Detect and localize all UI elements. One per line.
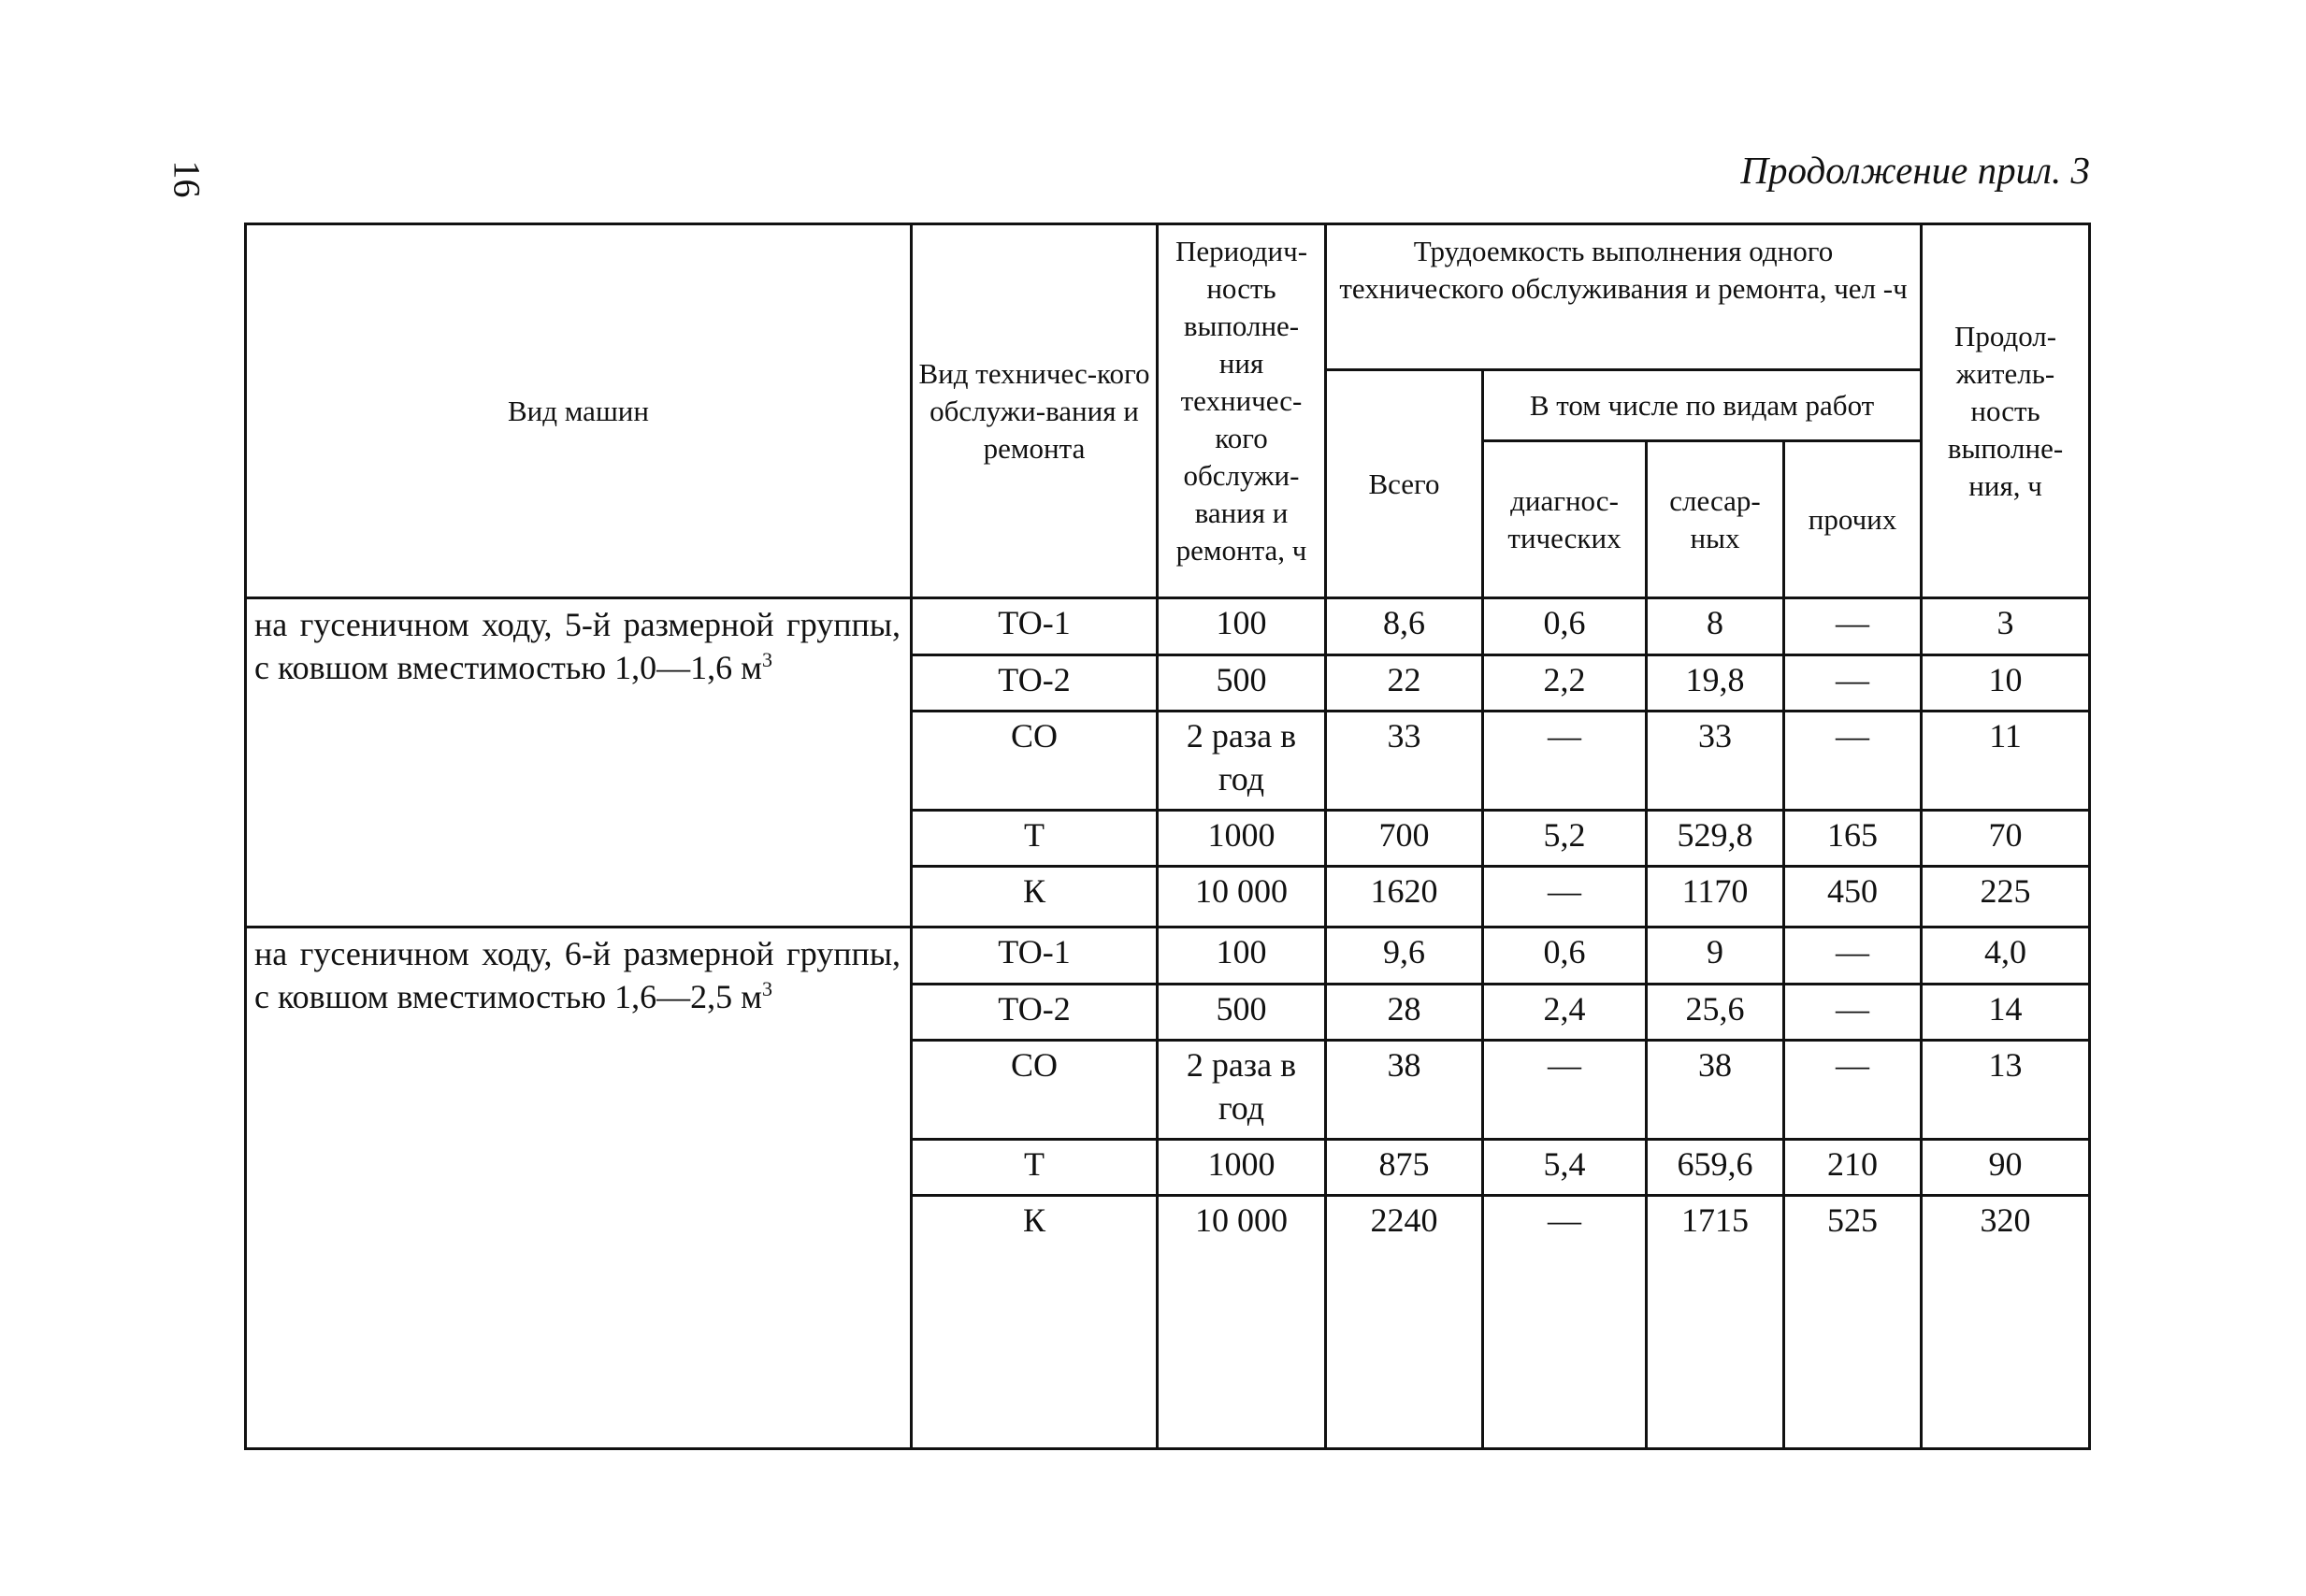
- cell-duration: 14: [1922, 985, 2090, 1041]
- cell-period: 2 раза в год: [1158, 1041, 1326, 1140]
- cell-duration: 4,0: [1922, 927, 2090, 985]
- cell-total: 2240: [1326, 1196, 1483, 1252]
- cell-service: Т: [912, 1140, 1158, 1196]
- cell-period: 100: [1158, 927, 1326, 985]
- header-diagnostic: диагнос-тических: [1483, 441, 1647, 598]
- filler-cell: [1326, 1252, 1483, 1449]
- cell-locksmith: 25,6: [1647, 985, 1784, 1041]
- cell-diag: —: [1483, 1041, 1647, 1140]
- cell-service: СО: [912, 712, 1158, 811]
- cell-total: 700: [1326, 811, 1483, 867]
- cell-service: ТО-1: [912, 598, 1158, 655]
- cell-period: 1000: [1158, 811, 1326, 867]
- filler-cell: [1922, 1252, 2090, 1449]
- cell-duration: 3: [1922, 598, 2090, 655]
- cell-total: 1620: [1326, 867, 1483, 927]
- cell-locksmith: 1170: [1647, 867, 1784, 927]
- cell-diag: —: [1483, 1196, 1647, 1252]
- cell-service: К: [912, 867, 1158, 927]
- maintenance-table: [244, 223, 2091, 1450]
- cell-locksmith: 1715: [1647, 1196, 1784, 1252]
- cell-total: 33: [1326, 712, 1483, 811]
- header-labor-intensity: Трудоемкость выполнения одного технического обслуживания и ремонта, чел -ч: [1326, 224, 1922, 370]
- cell-period: 500: [1158, 985, 1326, 1041]
- header-other: прочих: [1784, 441, 1922, 598]
- cell-diag: 0,6: [1483, 927, 1647, 985]
- cell-total: 9,6: [1326, 927, 1483, 985]
- machine-description: на гусеничном ходу, 5-й размерной группы, с ковшом вместимостью 1,0—1,6 $м^3$: [246, 598, 912, 927]
- cell-other: 450: [1784, 867, 1922, 927]
- cell-other: —: [1784, 985, 1922, 1041]
- cell-duration: 225: [1922, 867, 2090, 927]
- cell-period: 10 000: [1158, 1196, 1326, 1252]
- cell-period: 1000: [1158, 1140, 1326, 1196]
- cell-locksmith: 38: [1647, 1041, 1784, 1140]
- header-periodicity: Периодич-ность выполне-ния техничес-кого обслужи-вания и ремонта, ч: [1158, 224, 1326, 598]
- cell-diag: 5,4: [1483, 1140, 1647, 1196]
- cell-duration: 11: [1922, 712, 2090, 811]
- cell-diag: —: [1483, 867, 1647, 927]
- continuation-title: Продолжение прил. 3: [1740, 149, 2090, 192]
- cell-locksmith: 19,8: [1647, 655, 1784, 712]
- header-machine-type: Вид машин: [246, 224, 912, 598]
- page-number: 16: [166, 160, 209, 198]
- cell-total: 875: [1326, 1140, 1483, 1196]
- cell-other: —: [1784, 655, 1922, 712]
- cell-diag: 5,2: [1483, 811, 1647, 867]
- cell-other: 525: [1784, 1196, 1922, 1252]
- filler-cell: [912, 1252, 1158, 1449]
- cell-duration: 320: [1922, 1196, 2090, 1252]
- cell-service: ТО-2: [912, 985, 1158, 1041]
- table-row: [246, 598, 2090, 655]
- cell-service: ТО-1: [912, 927, 1158, 985]
- cell-diag: 2,4: [1483, 985, 1647, 1041]
- cell-locksmith: 8: [1647, 598, 1784, 655]
- cell-duration: 90: [1922, 1140, 2090, 1196]
- cell-service: К: [912, 1196, 1158, 1252]
- cell-diag: 2,2: [1483, 655, 1647, 712]
- cell-duration: 10: [1922, 655, 2090, 712]
- cell-other: —: [1784, 712, 1922, 811]
- cell-total: 8,6: [1326, 598, 1483, 655]
- cell-other: 165: [1784, 811, 1922, 867]
- cell-total: 38: [1326, 1041, 1483, 1140]
- header-service-type: Вид техничес-кого обслужи-вания и ремонта: [912, 224, 1158, 598]
- cell-service: СО: [912, 1041, 1158, 1140]
- cell-locksmith: 9: [1647, 927, 1784, 985]
- cell-diag: 0,6: [1483, 598, 1647, 655]
- filler-cell: [1158, 1252, 1326, 1449]
- cell-period: 100: [1158, 598, 1326, 655]
- cell-duration: 70: [1922, 811, 2090, 867]
- cell-period: 500: [1158, 655, 1326, 712]
- cell-other: —: [1784, 927, 1922, 985]
- cell-diag: —: [1483, 712, 1647, 811]
- header-including: В том числе по видам работ: [1483, 370, 1922, 441]
- cell-period: 10 000: [1158, 867, 1326, 927]
- cell-service: ТО-2: [912, 655, 1158, 712]
- header-total: Всего: [1326, 370, 1483, 598]
- cell-total: 22: [1326, 655, 1483, 712]
- cell-duration: 13: [1922, 1041, 2090, 1140]
- cell-locksmith: 529,8: [1647, 811, 1784, 867]
- header-duration: Продол-житель-ность выполне-ния, ч: [1922, 224, 2090, 598]
- machine-description: на гусеничном ходу, 6-й размерной группы, с ковшом вместимостью 1,6—2,5 $м^3$: [246, 927, 912, 1449]
- filler-cell: [1784, 1252, 1922, 1449]
- cell-other: —: [1784, 1041, 1922, 1140]
- cell-period: 2 раза в год: [1158, 712, 1326, 811]
- filler-cell: [1483, 1252, 1647, 1449]
- table-row: [246, 927, 2090, 985]
- cell-locksmith: 659,6: [1647, 1140, 1784, 1196]
- cell-other: —: [1784, 598, 1922, 655]
- filler-cell: [1647, 1252, 1784, 1449]
- cell-service: Т: [912, 811, 1158, 867]
- cell-total: 28: [1326, 985, 1483, 1041]
- header-locksmith: слесар-ных: [1647, 441, 1784, 598]
- cell-other: 210: [1784, 1140, 1922, 1196]
- cell-locksmith: 33: [1647, 712, 1784, 811]
